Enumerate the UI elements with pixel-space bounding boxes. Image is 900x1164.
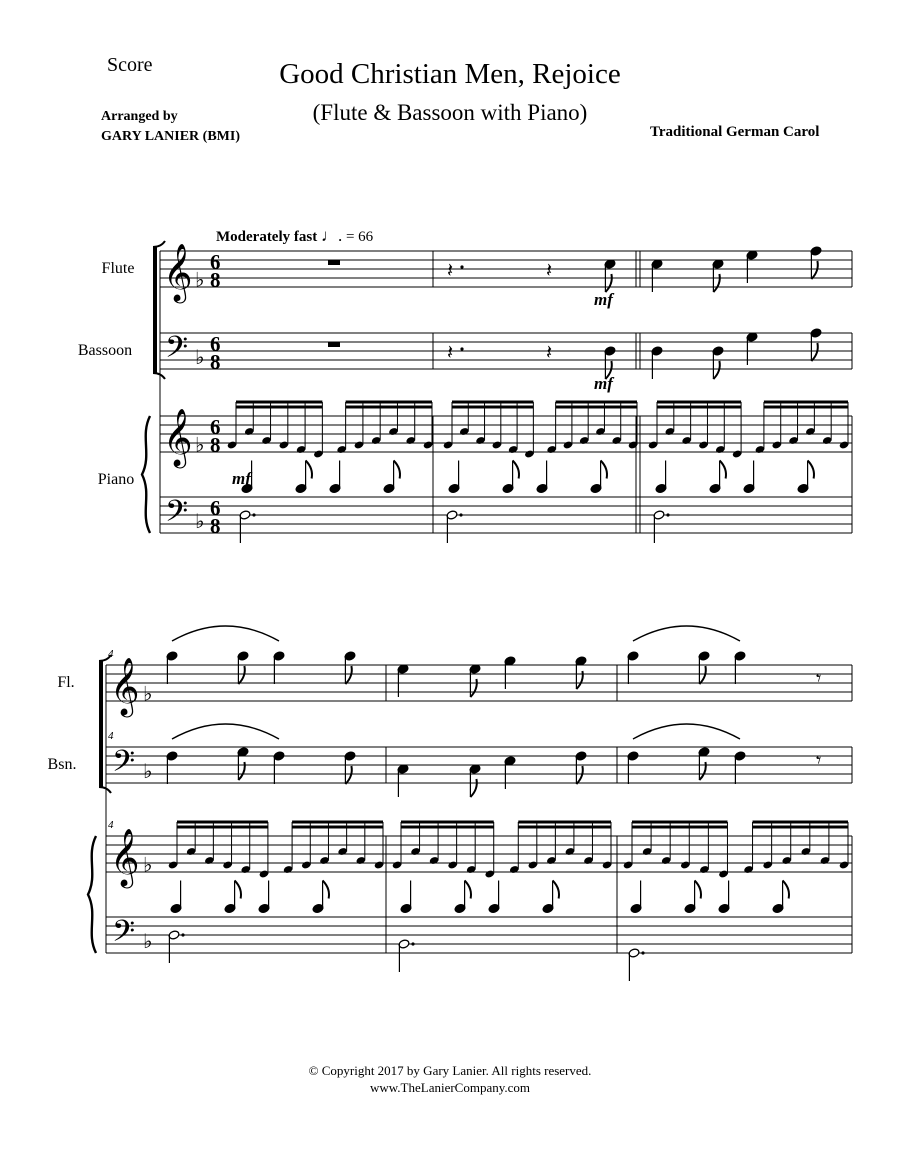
bass-clef-icon: 𝄢: [112, 915, 136, 955]
note-dot: [252, 513, 255, 516]
time-signature-numerator: 6: [210, 332, 221, 356]
note-flag: [306, 461, 312, 479]
note-dot: [460, 347, 463, 350]
dotted-quarter-note-icon: ♩.: [320, 226, 343, 245]
note-flag: [601, 461, 607, 479]
flat-icon: ♭: [195, 434, 205, 457]
eighth-rest-icon: 𝄾: [816, 750, 822, 772]
flat-icon: ♭: [143, 931, 153, 953]
note-dot: [181, 933, 184, 936]
note-dot: [460, 265, 463, 268]
note-flag: [553, 881, 559, 899]
treble-clef-icon: 𝄞: [110, 658, 140, 714]
note-flag: [323, 881, 329, 899]
flat-icon: ♭: [143, 761, 153, 783]
treble-clef-icon: 𝄞: [163, 244, 193, 300]
measure-number: 4: [108, 730, 114, 742]
flat-icon: ♭: [195, 269, 205, 292]
bracket-cap: [99, 787, 111, 793]
time-signatures: [210, 250, 221, 538]
note-dot: [666, 513, 669, 516]
note-flag: [720, 461, 726, 479]
dynamics: [232, 290, 615, 488]
note-flag: [576, 766, 582, 784]
note-flag: [513, 461, 519, 479]
copyright-notice: © Copyright 2017 by Gary Lanier. All rights reserved.: [308, 1063, 592, 1078]
note-flag: [470, 679, 476, 697]
note-flag: [695, 881, 701, 899]
dynamic-mf: mf: [594, 290, 613, 309]
arranger-name: GARY LANIER (BMI): [101, 129, 240, 144]
quarter-rest-icon: 𝄽: [546, 260, 553, 282]
slur: [633, 626, 740, 641]
treble-clef-icon: 𝄞: [110, 829, 140, 885]
instrument-label-bassoon-short: Bsn.: [47, 756, 77, 773]
eighth-rest-icon: 𝄾: [816, 668, 822, 690]
time-signature-denominator: 8: [210, 433, 221, 457]
bass-clef-icon: 𝄢: [165, 331, 189, 371]
measure-number: 4: [108, 819, 114, 831]
composer-credit: Traditional German Carol: [650, 124, 820, 140]
brace: [142, 416, 150, 533]
note-flag: [811, 261, 817, 279]
note-flag: [345, 766, 351, 784]
tempo-label: Moderately fast: [216, 229, 318, 245]
instrument-label-flute: Flute: [101, 260, 135, 277]
dynamic-mf: mf: [594, 374, 613, 393]
quarter-rest-icon: 𝄽: [447, 260, 454, 282]
note-flag: [713, 274, 719, 292]
piece-subtitle: (Flute & Bassoon with Piano): [312, 100, 588, 125]
time-signature-denominator: 8: [210, 268, 221, 292]
flat-icon: ♭: [195, 511, 205, 533]
time-signature-denominator: 8: [210, 514, 221, 538]
note-flag: [238, 666, 244, 684]
slur: [172, 626, 279, 641]
note-dot: [641, 951, 644, 954]
time-signature-numerator: 6: [210, 250, 221, 274]
note-flag: [470, 779, 476, 797]
instrument-label-bassoon: Bassoon: [77, 342, 133, 359]
treble-clef-icon: 𝄞: [163, 409, 193, 465]
bracket-cap: [153, 373, 165, 379]
flat-icon: ♭: [195, 347, 205, 369]
dynamic-mf: mf: [232, 469, 251, 488]
instrument-label-piano: Piano: [97, 471, 135, 488]
note-flag: [235, 881, 241, 899]
quarter-rest-icon: 𝄽: [546, 342, 553, 364]
time-signature-numerator: 6: [210, 415, 221, 439]
tempo-bpm: = 66: [345, 229, 374, 245]
note-flag: [811, 343, 817, 361]
score-label: Score: [107, 54, 153, 76]
note-flag: [345, 666, 351, 684]
quarter-rest-icon: 𝄽: [447, 342, 454, 364]
instrument-label-flute-short: Fl.: [57, 674, 75, 691]
piece-title: Good Christian Men, Rejoice: [279, 58, 621, 90]
flat-icon: ♭: [143, 854, 153, 877]
note-flag: [699, 666, 705, 684]
bass-clef-icon: 𝄢: [112, 745, 136, 785]
note-flag: [713, 361, 719, 379]
note-flag: [465, 881, 471, 899]
arranged-by-label: Arranged by: [101, 109, 178, 124]
note-flag: [808, 461, 814, 479]
measure-rest: [328, 260, 340, 265]
measure-number: 4: [108, 648, 114, 660]
bass-clef-icon: 𝄢: [165, 495, 189, 535]
note-dot: [459, 513, 462, 516]
note-flag: [783, 881, 789, 899]
slur: [172, 724, 279, 739]
flat-icon: ♭: [143, 683, 153, 706]
slur: [633, 724, 740, 739]
note-dot: [411, 942, 414, 945]
brace: [88, 836, 96, 953]
website-link: www.TheLanierCompany.com: [369, 1080, 531, 1095]
time-signature-numerator: 6: [210, 496, 221, 520]
time-signature-denominator: 8: [210, 350, 221, 374]
measure-rest: [328, 342, 340, 347]
note-flag: [394, 461, 400, 479]
